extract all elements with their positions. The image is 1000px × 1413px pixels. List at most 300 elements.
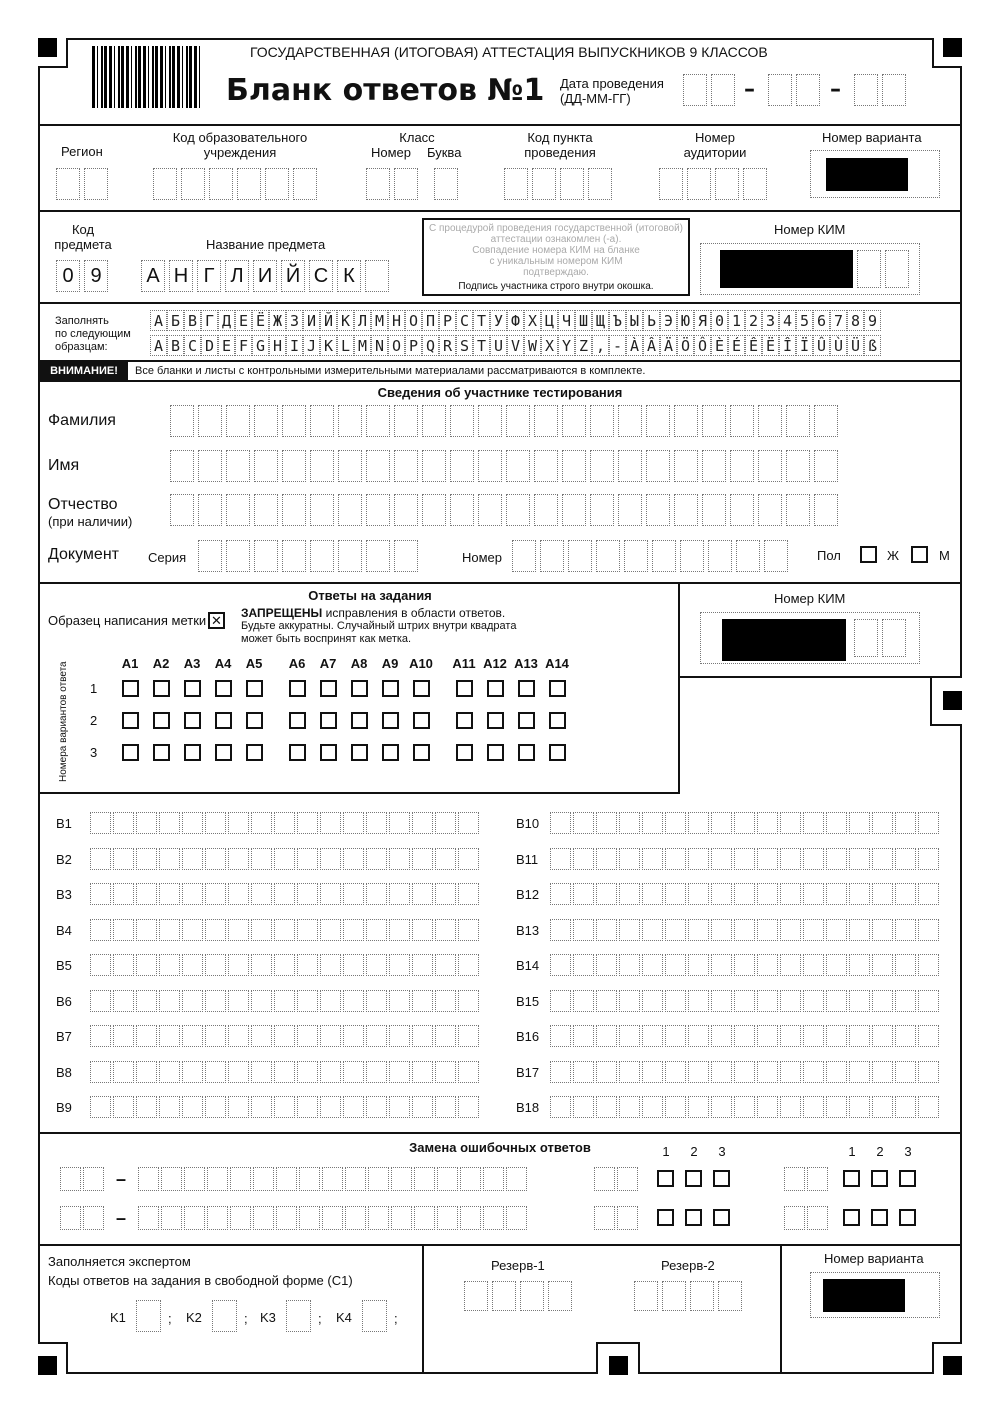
replacement-a-task-field[interactable] bbox=[784, 1167, 828, 1191]
char-cell[interactable] bbox=[784, 1206, 805, 1230]
answer-checkbox[interactable] bbox=[456, 744, 473, 761]
char-cell[interactable] bbox=[803, 812, 824, 834]
char-cell[interactable] bbox=[161, 1167, 182, 1191]
char-cell[interactable] bbox=[198, 450, 222, 482]
char-cell[interactable] bbox=[550, 990, 571, 1012]
char-cell[interactable] bbox=[274, 812, 295, 834]
replacement-task-field[interactable] bbox=[60, 1206, 104, 1230]
char-cell[interactable] bbox=[534, 405, 558, 437]
char-cell[interactable] bbox=[803, 883, 824, 905]
char-cell[interactable] bbox=[366, 883, 387, 905]
replacement-task-field[interactable] bbox=[60, 1167, 104, 1191]
char-cell[interactable] bbox=[619, 919, 640, 941]
gender-female-checkbox[interactable] bbox=[860, 546, 877, 563]
char-cell[interactable] bbox=[895, 1061, 916, 1083]
patronymic-field[interactable] bbox=[170, 494, 838, 526]
char-cell[interactable] bbox=[437, 1206, 458, 1230]
char-cell[interactable] bbox=[182, 848, 203, 870]
short-answer-field[interactable] bbox=[550, 954, 939, 976]
char-cell[interactable] bbox=[113, 990, 134, 1012]
char-cell[interactable] bbox=[849, 919, 870, 941]
char-cell[interactable] bbox=[182, 883, 203, 905]
char-cell[interactable] bbox=[711, 919, 732, 941]
short-answer-field[interactable] bbox=[550, 812, 939, 834]
char-cell[interactable] bbox=[803, 1025, 824, 1047]
char-cell[interactable] bbox=[251, 990, 272, 1012]
char-cell[interactable] bbox=[394, 405, 418, 437]
char-cell[interactable] bbox=[90, 883, 111, 905]
char-cell[interactable] bbox=[83, 1206, 104, 1230]
char-cell[interactable] bbox=[274, 1025, 295, 1047]
char-cell[interactable] bbox=[226, 540, 250, 572]
char-cell[interactable] bbox=[918, 954, 939, 976]
char-cell[interactable] bbox=[757, 1096, 778, 1118]
char-cell[interactable] bbox=[320, 812, 341, 834]
char-cell[interactable] bbox=[688, 848, 709, 870]
char-cell[interactable] bbox=[343, 954, 364, 976]
char-cell[interactable] bbox=[458, 1025, 479, 1047]
char-cell[interactable] bbox=[734, 954, 755, 976]
char-cell[interactable] bbox=[642, 990, 663, 1012]
char-cell[interactable] bbox=[506, 450, 530, 482]
char-cell[interactable] bbox=[807, 1206, 828, 1230]
char-cell[interactable] bbox=[320, 1096, 341, 1118]
char-cell[interactable] bbox=[113, 812, 134, 834]
char-cell[interactable] bbox=[435, 883, 456, 905]
char-cell[interactable] bbox=[274, 848, 295, 870]
answer-checkbox[interactable] bbox=[153, 744, 170, 761]
char-cell[interactable] bbox=[642, 1025, 663, 1047]
char-cell[interactable] bbox=[394, 494, 418, 526]
char-cell[interactable] bbox=[702, 494, 726, 526]
char-cell[interactable] bbox=[159, 812, 180, 834]
char-cell[interactable] bbox=[320, 1025, 341, 1047]
char-cell[interactable] bbox=[780, 883, 801, 905]
char-cell[interactable] bbox=[711, 883, 732, 905]
char-cell[interactable] bbox=[872, 919, 893, 941]
date-day-field[interactable] bbox=[683, 74, 735, 106]
char-cell[interactable] bbox=[320, 1061, 341, 1083]
char-cell[interactable] bbox=[688, 883, 709, 905]
char-cell[interactable] bbox=[506, 494, 530, 526]
short-answer-field[interactable] bbox=[90, 954, 479, 976]
replacement-checkbox[interactable] bbox=[899, 1170, 916, 1187]
char-cell[interactable] bbox=[159, 1061, 180, 1083]
char-cell[interactable] bbox=[596, 540, 620, 572]
char-cell[interactable] bbox=[320, 883, 341, 905]
answer-checkbox[interactable] bbox=[351, 744, 368, 761]
char-cell[interactable] bbox=[389, 1025, 410, 1047]
char-cell[interactable] bbox=[512, 540, 536, 572]
char-cell[interactable] bbox=[435, 1061, 456, 1083]
answer-checkbox[interactable] bbox=[382, 680, 399, 697]
short-answer-field[interactable] bbox=[550, 990, 939, 1012]
char-cell[interactable] bbox=[618, 405, 642, 437]
char-cell[interactable] bbox=[422, 450, 446, 482]
char-cell[interactable] bbox=[826, 848, 847, 870]
char-cell[interactable] bbox=[228, 812, 249, 834]
document-number-field[interactable] bbox=[512, 540, 788, 572]
char-cell[interactable] bbox=[849, 954, 870, 976]
char-cell[interactable] bbox=[437, 1167, 458, 1191]
char-cell[interactable] bbox=[540, 540, 564, 572]
char-cell[interactable] bbox=[343, 1096, 364, 1118]
room-field[interactable] bbox=[659, 168, 767, 200]
char-cell[interactable] bbox=[711, 1025, 732, 1047]
subject-code-field[interactable] bbox=[56, 260, 108, 292]
char-cell[interactable] bbox=[780, 812, 801, 834]
char-cell[interactable] bbox=[918, 812, 939, 834]
char-cell[interactable] bbox=[619, 1061, 640, 1083]
char-cell[interactable] bbox=[366, 1061, 387, 1083]
char-cell[interactable] bbox=[807, 1167, 828, 1191]
short-answer-field[interactable] bbox=[90, 919, 479, 941]
short-answer-field[interactable] bbox=[90, 883, 479, 905]
char-cell[interactable] bbox=[803, 919, 824, 941]
char-cell[interactable] bbox=[826, 883, 847, 905]
char-cell[interactable] bbox=[619, 812, 640, 834]
char-cell[interactable] bbox=[458, 848, 479, 870]
expert-code-field[interactable] bbox=[362, 1300, 387, 1332]
answer-checkbox[interactable] bbox=[184, 680, 201, 697]
char-cell[interactable] bbox=[226, 450, 250, 482]
char-cell[interactable] bbox=[458, 1096, 479, 1118]
char-cell[interactable] bbox=[136, 919, 157, 941]
char-cell[interactable] bbox=[619, 1025, 640, 1047]
char-cell[interactable] bbox=[205, 812, 226, 834]
char-cell[interactable] bbox=[368, 1167, 389, 1191]
char-cell[interactable] bbox=[159, 848, 180, 870]
char-cell[interactable] bbox=[652, 540, 676, 572]
char-cell[interactable] bbox=[338, 450, 362, 482]
answer-checkbox[interactable] bbox=[320, 712, 337, 729]
char-cell[interactable] bbox=[159, 1096, 180, 1118]
char-cell[interactable] bbox=[458, 990, 479, 1012]
char-cell[interactable] bbox=[282, 494, 306, 526]
char-cell[interactable] bbox=[338, 494, 362, 526]
char-cell[interactable] bbox=[274, 883, 295, 905]
char-cell[interactable] bbox=[182, 812, 203, 834]
char-cell[interactable] bbox=[550, 848, 571, 870]
school-code-field[interactable] bbox=[153, 168, 317, 200]
char-cell[interactable] bbox=[251, 1096, 272, 1118]
char-cell[interactable] bbox=[422, 494, 446, 526]
char-cell[interactable] bbox=[297, 883, 318, 905]
char-cell[interactable] bbox=[412, 848, 433, 870]
char-cell[interactable] bbox=[918, 1096, 939, 1118]
char-cell[interactable] bbox=[458, 1061, 479, 1083]
char-cell[interactable] bbox=[274, 1061, 295, 1083]
char-cell[interactable] bbox=[412, 919, 433, 941]
char-cell[interactable] bbox=[205, 919, 226, 941]
char-cell[interactable] bbox=[814, 494, 838, 526]
char-cell[interactable] bbox=[198, 494, 222, 526]
char-cell[interactable] bbox=[136, 1096, 157, 1118]
char-cell[interactable] bbox=[297, 1096, 318, 1118]
char-cell[interactable] bbox=[254, 540, 278, 572]
char-cell[interactable] bbox=[730, 494, 754, 526]
char-cell[interactable] bbox=[573, 954, 594, 976]
char-cell[interactable] bbox=[412, 1096, 433, 1118]
char-cell[interactable] bbox=[182, 990, 203, 1012]
char-cell[interactable] bbox=[895, 848, 916, 870]
char-cell[interactable] bbox=[665, 1025, 686, 1047]
char-cell[interactable] bbox=[680, 540, 704, 572]
char-cell[interactable] bbox=[389, 812, 410, 834]
char-cell[interactable] bbox=[665, 812, 686, 834]
char-cell[interactable] bbox=[198, 405, 222, 437]
char-cell[interactable] bbox=[389, 848, 410, 870]
char-cell[interactable] bbox=[758, 494, 782, 526]
char-cell[interactable] bbox=[596, 919, 617, 941]
char-cell[interactable] bbox=[345, 1167, 366, 1191]
char-cell[interactable] bbox=[596, 812, 617, 834]
answer-checkbox[interactable] bbox=[215, 744, 232, 761]
char-cell[interactable] bbox=[320, 990, 341, 1012]
char-cell[interactable] bbox=[230, 1167, 251, 1191]
char-cell[interactable] bbox=[136, 1061, 157, 1083]
char-cell[interactable] bbox=[617, 1167, 638, 1191]
char-cell[interactable] bbox=[550, 1061, 571, 1083]
char-cell[interactable] bbox=[320, 919, 341, 941]
char-cell[interactable] bbox=[918, 990, 939, 1012]
char-cell[interactable] bbox=[60, 1167, 81, 1191]
answer-checkbox[interactable] bbox=[215, 680, 232, 697]
answer-checkbox[interactable] bbox=[184, 744, 201, 761]
char-cell[interactable] bbox=[450, 450, 474, 482]
char-cell[interactable] bbox=[136, 954, 157, 976]
char-cell[interactable] bbox=[550, 1096, 571, 1118]
char-cell[interactable] bbox=[251, 1025, 272, 1047]
char-cell[interactable] bbox=[282, 540, 306, 572]
char-cell[interactable] bbox=[136, 812, 157, 834]
char-cell[interactable] bbox=[506, 1206, 527, 1230]
date-year-field[interactable] bbox=[854, 74, 906, 106]
char-cell[interactable] bbox=[228, 1096, 249, 1118]
char-cell[interactable] bbox=[366, 848, 387, 870]
char-cell[interactable] bbox=[803, 1096, 824, 1118]
answer-checkbox[interactable] bbox=[289, 712, 306, 729]
char-cell[interactable] bbox=[113, 848, 134, 870]
char-cell[interactable] bbox=[849, 883, 870, 905]
char-cell[interactable] bbox=[228, 848, 249, 870]
char-cell[interactable] bbox=[159, 919, 180, 941]
char-cell[interactable] bbox=[136, 990, 157, 1012]
date-month-field[interactable] bbox=[768, 74, 820, 106]
char-cell[interactable] bbox=[478, 450, 502, 482]
char-cell[interactable] bbox=[711, 1096, 732, 1118]
char-cell[interactable] bbox=[642, 1061, 663, 1083]
char-cell[interactable] bbox=[345, 1206, 366, 1230]
char-cell[interactable] bbox=[368, 1206, 389, 1230]
char-cell[interactable] bbox=[711, 954, 732, 976]
answer-checkbox[interactable] bbox=[382, 744, 399, 761]
char-cell[interactable] bbox=[205, 990, 226, 1012]
char-cell[interactable] bbox=[230, 1206, 251, 1230]
char-cell[interactable] bbox=[254, 450, 278, 482]
char-cell[interactable] bbox=[159, 954, 180, 976]
char-cell[interactable] bbox=[159, 1025, 180, 1047]
answer-checkbox[interactable] bbox=[549, 680, 566, 697]
char-cell[interactable] bbox=[780, 848, 801, 870]
char-cell[interactable] bbox=[619, 954, 640, 976]
char-cell[interactable] bbox=[550, 1025, 571, 1047]
char-cell[interactable] bbox=[251, 848, 272, 870]
char-cell[interactable] bbox=[297, 1061, 318, 1083]
char-cell[interactable] bbox=[562, 494, 586, 526]
char-cell[interactable] bbox=[568, 540, 592, 572]
char-cell[interactable] bbox=[702, 450, 726, 482]
char-cell[interactable] bbox=[113, 1025, 134, 1047]
char-cell[interactable] bbox=[730, 405, 754, 437]
char-cell[interactable] bbox=[895, 954, 916, 976]
answer-checkbox[interactable] bbox=[246, 744, 263, 761]
char-cell[interactable] bbox=[458, 812, 479, 834]
replacement-a-task-field[interactable] bbox=[784, 1206, 828, 1230]
char-cell[interactable] bbox=[618, 450, 642, 482]
char-cell[interactable] bbox=[642, 954, 663, 976]
char-cell[interactable] bbox=[665, 883, 686, 905]
name-field[interactable] bbox=[170, 450, 838, 482]
char-cell[interactable] bbox=[550, 883, 571, 905]
char-cell[interactable] bbox=[786, 494, 810, 526]
char-cell[interactable] bbox=[688, 990, 709, 1012]
char-cell[interactable] bbox=[460, 1167, 481, 1191]
char-cell[interactable] bbox=[665, 1061, 686, 1083]
answer-checkbox[interactable] bbox=[153, 712, 170, 729]
char-cell[interactable] bbox=[274, 1096, 295, 1118]
char-cell[interactable] bbox=[688, 812, 709, 834]
char-cell[interactable] bbox=[562, 405, 586, 437]
char-cell[interactable] bbox=[734, 812, 755, 834]
char-cell[interactable] bbox=[573, 812, 594, 834]
char-cell[interactable] bbox=[412, 812, 433, 834]
char-cell[interactable] bbox=[849, 990, 870, 1012]
char-cell[interactable] bbox=[412, 883, 433, 905]
expert-code-field[interactable] bbox=[136, 1300, 161, 1332]
char-cell[interactable] bbox=[322, 1167, 343, 1191]
char-cell[interactable] bbox=[918, 1025, 939, 1047]
char-cell[interactable] bbox=[254, 494, 278, 526]
reserve-1-field[interactable] bbox=[464, 1281, 572, 1311]
answer-checkbox[interactable] bbox=[413, 712, 430, 729]
answer-checkbox[interactable] bbox=[320, 744, 337, 761]
char-cell[interactable] bbox=[299, 1206, 320, 1230]
char-cell[interactable] bbox=[389, 990, 410, 1012]
char-cell[interactable] bbox=[872, 1061, 893, 1083]
char-cell[interactable] bbox=[757, 812, 778, 834]
char-cell[interactable] bbox=[435, 954, 456, 976]
replacement-checkbox[interactable] bbox=[843, 1209, 860, 1226]
char-cell[interactable] bbox=[435, 990, 456, 1012]
replacement-answer-field[interactable] bbox=[138, 1167, 527, 1191]
char-cell[interactable] bbox=[90, 1096, 111, 1118]
char-cell[interactable] bbox=[138, 1167, 159, 1191]
replacement-a-task-field[interactable] bbox=[594, 1167, 638, 1191]
char-cell[interactable] bbox=[590, 450, 614, 482]
answer-checkbox[interactable] bbox=[549, 744, 566, 761]
answer-checkbox[interactable] bbox=[487, 680, 504, 697]
char-cell[interactable] bbox=[228, 990, 249, 1012]
char-cell[interactable] bbox=[90, 848, 111, 870]
char-cell[interactable] bbox=[734, 1096, 755, 1118]
char-cell[interactable] bbox=[826, 812, 847, 834]
char-cell[interactable] bbox=[826, 1096, 847, 1118]
char-cell[interactable] bbox=[849, 1025, 870, 1047]
char-cell[interactable] bbox=[734, 848, 755, 870]
char-cell[interactable] bbox=[594, 1167, 615, 1191]
char-cell[interactable] bbox=[90, 812, 111, 834]
char-cell[interactable] bbox=[619, 990, 640, 1012]
char-cell[interactable] bbox=[366, 812, 387, 834]
char-cell[interactable] bbox=[113, 1096, 134, 1118]
char-cell[interactable] bbox=[299, 1167, 320, 1191]
char-cell[interactable] bbox=[274, 990, 295, 1012]
char-cell[interactable] bbox=[780, 919, 801, 941]
char-cell[interactable] bbox=[764, 540, 788, 572]
char-cell[interactable] bbox=[619, 883, 640, 905]
char-cell[interactable] bbox=[618, 494, 642, 526]
char-cell[interactable] bbox=[458, 954, 479, 976]
char-cell[interactable] bbox=[895, 1096, 916, 1118]
char-cell[interactable] bbox=[594, 1206, 615, 1230]
char-cell[interactable] bbox=[711, 812, 732, 834]
answer-checkbox[interactable] bbox=[487, 712, 504, 729]
char-cell[interactable] bbox=[826, 1061, 847, 1083]
char-cell[interactable] bbox=[343, 883, 364, 905]
answer-checkbox[interactable] bbox=[518, 680, 535, 697]
gender-male-checkbox[interactable] bbox=[911, 546, 928, 563]
answer-checkbox[interactable] bbox=[153, 680, 170, 697]
char-cell[interactable] bbox=[366, 450, 390, 482]
char-cell[interactable] bbox=[159, 990, 180, 1012]
char-cell[interactable] bbox=[251, 883, 272, 905]
char-cell[interactable] bbox=[458, 883, 479, 905]
char-cell[interactable] bbox=[573, 1025, 594, 1047]
char-cell[interactable] bbox=[734, 883, 755, 905]
char-cell[interactable] bbox=[226, 494, 250, 526]
char-cell[interactable] bbox=[688, 1061, 709, 1083]
char-cell[interactable] bbox=[228, 919, 249, 941]
class-letter-field[interactable] bbox=[434, 168, 458, 200]
char-cell[interactable] bbox=[872, 1025, 893, 1047]
char-cell[interactable] bbox=[198, 540, 222, 572]
char-cell[interactable] bbox=[228, 1061, 249, 1083]
char-cell[interactable] bbox=[849, 1061, 870, 1083]
char-cell[interactable] bbox=[757, 954, 778, 976]
char-cell[interactable] bbox=[646, 405, 670, 437]
char-cell[interactable] bbox=[205, 954, 226, 976]
char-cell[interactable] bbox=[113, 954, 134, 976]
char-cell[interactable] bbox=[343, 990, 364, 1012]
char-cell[interactable] bbox=[550, 919, 571, 941]
char-cell[interactable] bbox=[136, 848, 157, 870]
char-cell[interactable] bbox=[366, 954, 387, 976]
answer-checkbox[interactable] bbox=[351, 680, 368, 697]
char-cell[interactable] bbox=[366, 1096, 387, 1118]
short-answer-field[interactable] bbox=[550, 919, 939, 941]
char-cell[interactable] bbox=[562, 450, 586, 482]
char-cell[interactable] bbox=[412, 990, 433, 1012]
char-cell[interactable] bbox=[338, 405, 362, 437]
char-cell[interactable] bbox=[642, 919, 663, 941]
char-cell[interactable] bbox=[435, 919, 456, 941]
region-field[interactable] bbox=[56, 168, 108, 200]
char-cell[interactable] bbox=[422, 405, 446, 437]
char-cell[interactable] bbox=[780, 1061, 801, 1083]
short-answer-field[interactable] bbox=[550, 1025, 939, 1047]
char-cell[interactable] bbox=[688, 954, 709, 976]
